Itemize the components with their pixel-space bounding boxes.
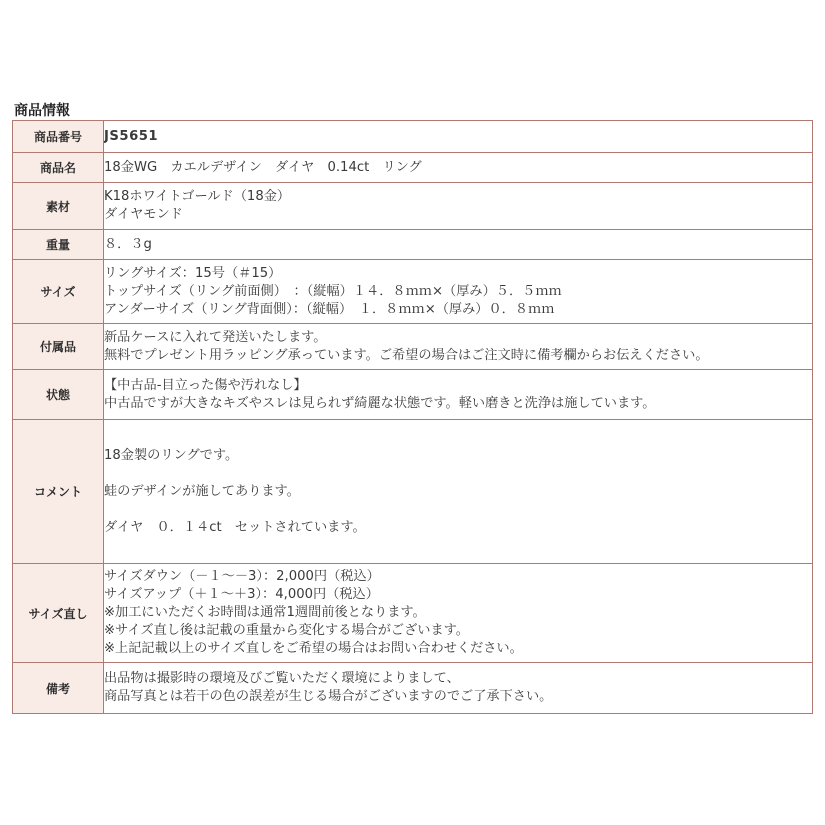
row-notes — [13, 663, 813, 714]
size-line: リングサイズ：15号（＃15） — [104, 265, 282, 281]
spacer — [104, 501, 812, 519]
product-name-text: 18金WG カエルデザイン ダイヤ 0.14ct リング — [104, 159, 422, 175]
size-line: アンダーサイズ（リング背面側）：（縦幅） １．８ｍｍ×（厚み）０．８ｍｍ — [104, 301, 555, 317]
value-notes — [104, 663, 813, 714]
value-accessories — [104, 324, 813, 370]
label-product-name: 商品名 — [13, 153, 104, 183]
comment-line: 蛙のデザインが施してあります。 — [104, 483, 300, 499]
row-size — [13, 260, 813, 324]
label-size: サイズ — [13, 260, 104, 324]
row-comment — [13, 420, 813, 564]
spacer — [104, 465, 812, 483]
label-comment: コメント — [13, 420, 104, 564]
notes-line: 商品写真とは若干の色の誤差が生じる場合がございますのでご了承下さい。 — [104, 689, 553, 704]
row-product-number — [13, 121, 813, 153]
label-product-number: 商品番号 — [13, 121, 104, 153]
comment-line: 18金製のリングです。 — [104, 447, 239, 463]
accessories-line: 無料でプレゼント用ラッピング承っています。ご希望の場合はご注文時に備考欄からお伝えください。 — [104, 347, 709, 363]
row-condition — [13, 370, 813, 420]
resize-line: サイズダウン（－１～－3）：2,000円（税込） — [104, 569, 380, 584]
product-info-table — [12, 120, 813, 714]
value-weight — [104, 230, 813, 260]
value-material — [104, 183, 813, 230]
label-accessories: 付属品 — [13, 324, 104, 370]
resize-line: ※上記記載以上のサイズ直しをご希望の場合はお問い合わせください。 — [104, 641, 523, 656]
material-line: ダイヤモンド — [104, 207, 183, 222]
value-condition — [104, 370, 813, 420]
size-line: トップサイズ（リング前面側） ：（縦幅）１４．８ｍｍ×（厚み）５．５ｍｍ — [104, 283, 562, 299]
value-resize — [104, 564, 813, 663]
notes-line: 出品物は撮影時の環境及びご覧いただく環境によりまして、 — [104, 671, 460, 686]
value-product-name — [104, 153, 813, 183]
row-accessories — [13, 324, 813, 370]
label-condition: 状態 — [13, 370, 104, 420]
accessories-line: 新品ケースに入れて発送いたします。 — [104, 329, 327, 345]
resize-line: ※加工にいただくお時間は通常1週間前後となります。 — [104, 605, 426, 620]
section-title: 商品情報 — [14, 103, 70, 119]
resize-line: サイズアップ（＋１～＋3）：4,000円（税込） — [104, 587, 379, 602]
comment-line: ダイヤ ０．１４ct セットされています。 — [104, 519, 366, 535]
row-material — [13, 183, 813, 230]
row-product-name — [13, 153, 813, 183]
label-notes: 備考 — [13, 663, 104, 714]
row-weight — [13, 230, 813, 260]
condition-line: 【中古品-目立った傷や汚れなし】 — [104, 377, 307, 393]
label-material: 素材 — [13, 183, 104, 230]
row-resize — [13, 564, 813, 663]
value-comment — [104, 420, 813, 564]
label-resize: サイズ直し — [13, 564, 104, 663]
label-weight: 重量 — [13, 230, 104, 260]
product-number-text: JS5651 — [104, 128, 159, 144]
weight-text: ８．３g — [104, 236, 152, 252]
material-line: K18ホワイトゴールド（18金） — [104, 189, 291, 204]
condition-line: 中古品ですが大きなキズやスレは見られず綺麗な状態です。軽い磨きと洗浄は施しています。 — [104, 395, 656, 411]
value-size — [104, 260, 813, 324]
resize-line: ※サイズ直し後は記載の重量から変化する場合がございます。 — [104, 623, 469, 638]
value-product-number — [104, 121, 813, 153]
